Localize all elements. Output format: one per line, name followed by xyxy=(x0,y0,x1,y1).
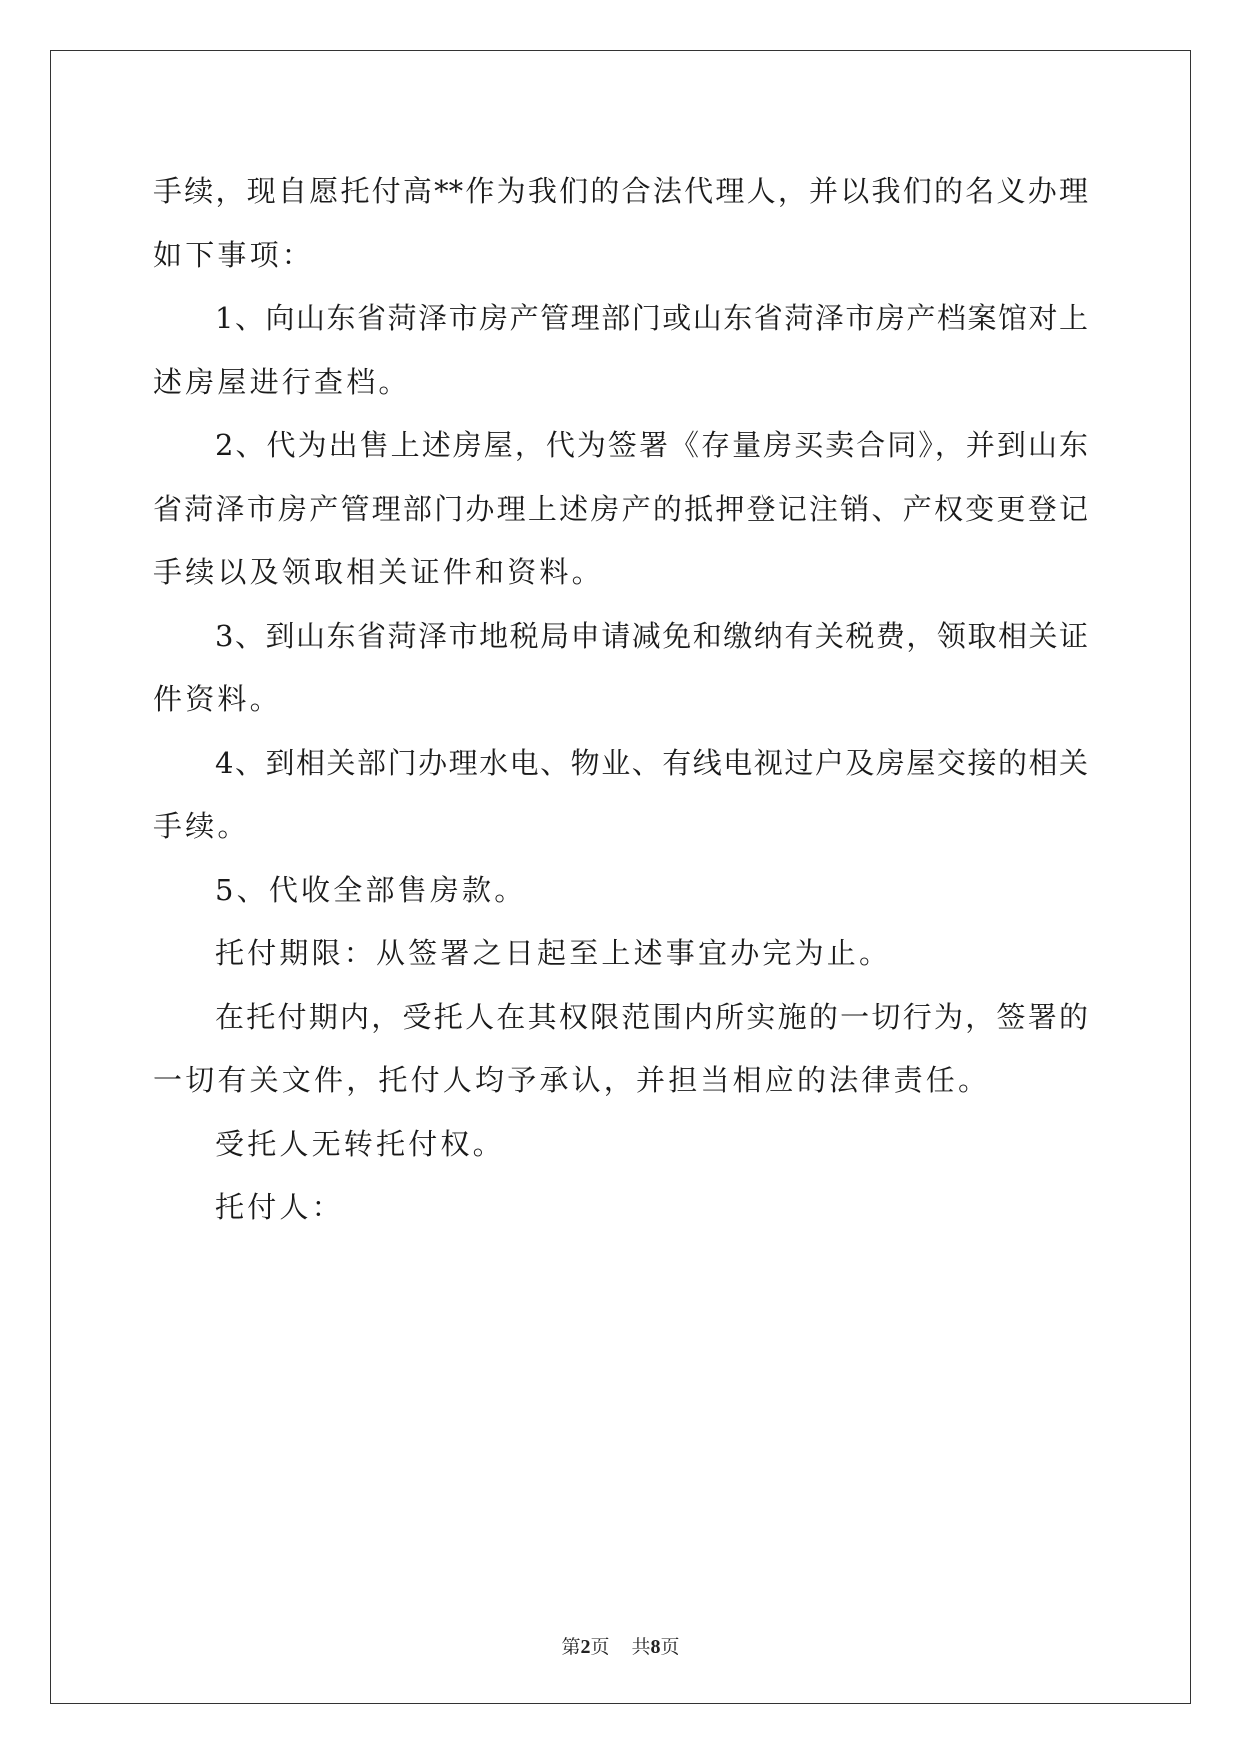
text-line: 手续，现自愿托付高**作为我们的合法代理人，并以我们的名义办理 xyxy=(153,174,1088,208)
page-label-suffix: 页 xyxy=(590,1636,610,1658)
page-label-prefix: 第 xyxy=(561,1636,581,1658)
page-number: 2 xyxy=(580,1636,591,1658)
text-line: 件资料。 xyxy=(153,682,282,716)
page-footer xyxy=(0,1632,1241,1659)
text-line: 2、代为出售上述房屋，代为签署《存量房买卖合同》，并到山东 xyxy=(215,428,1088,462)
text-line: 一切有关文件，托付人均予承认，并担当相应的法律责任。 xyxy=(153,1063,991,1097)
text-line: 5、代收全部售房款。 xyxy=(215,872,527,907)
text-line: 3、到山东省菏泽市地税局申请减免和缴纳有关税费，领取相关证 xyxy=(215,618,1088,653)
text-line: 手续。 xyxy=(153,809,250,843)
text-line: 述房屋进行查档。 xyxy=(153,364,411,399)
text-line: 手续以及领取相关证件和资料。 xyxy=(153,555,604,589)
text-line: 在托付期内，受托人在其权限范围内所实施的一切行为，签署的 xyxy=(215,999,1088,1034)
text-line: 省菏泽市房产管理部门办理上述房产的抵押登记注销、产权变更登记 xyxy=(153,491,1088,526)
text-line: 如下事项： xyxy=(153,237,315,272)
text-line: 4、到相关部门办理水电、物业、有线电视过户及房屋交接的相关 xyxy=(215,745,1088,780)
text-line: 1、向山东省菏泽市房产管理部门或山东省菏泽市房产档案馆对上 xyxy=(215,301,1088,335)
text-line: 托付期限：从签署之日起至上述事宜办完为止。 xyxy=(215,936,892,970)
document-body xyxy=(153,160,1088,1240)
text-line: 受托人无转托付权。 xyxy=(215,1126,505,1161)
total-pages: 8 xyxy=(650,1636,661,1658)
total-label-suffix: 页 xyxy=(660,1636,680,1658)
total-label-prefix: 共 xyxy=(631,1636,651,1658)
text-line: 托付人： xyxy=(215,1190,344,1224)
